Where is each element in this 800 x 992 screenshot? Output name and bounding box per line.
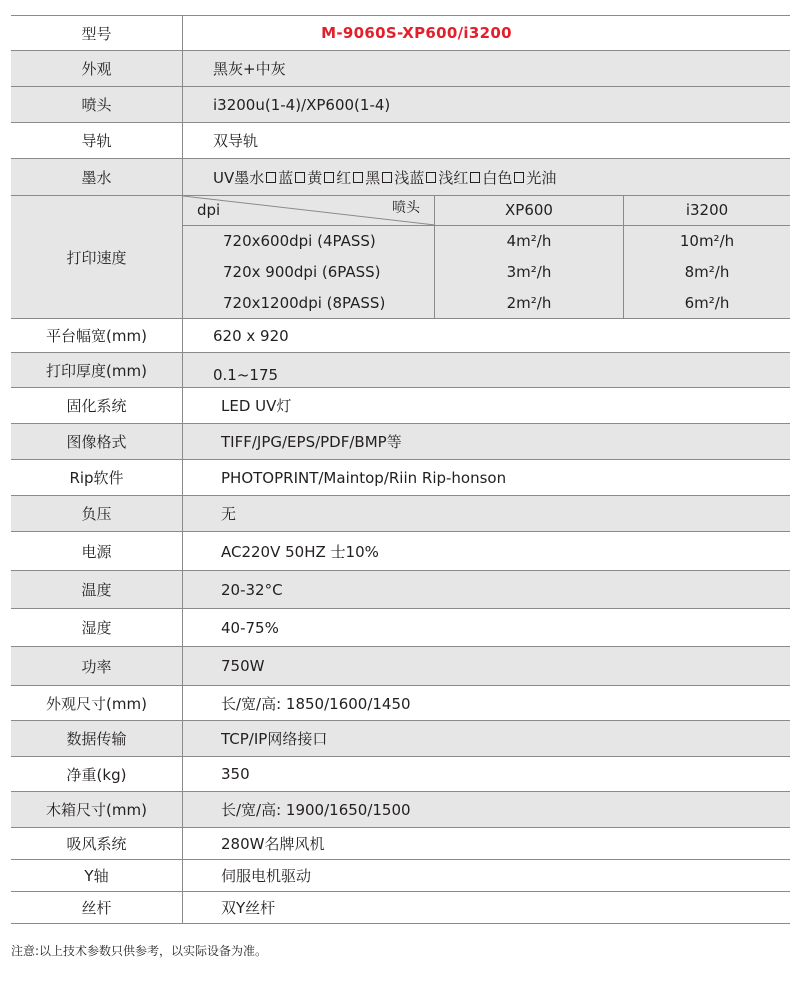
row-label: 湿度 xyxy=(11,609,183,646)
row-rail xyxy=(11,123,790,159)
speed-row xyxy=(183,257,790,288)
ink-option: 浅蓝 xyxy=(394,168,425,187)
row-label: 功率 xyxy=(11,647,183,685)
row-value: PHOTOPRINT/Maintop/Riin Rip-honson xyxy=(221,468,507,487)
row-humidity xyxy=(11,609,790,647)
footnote: 注意:以上技术参数只供参考，以实际设备为准。 xyxy=(11,944,268,958)
row-value: 双导轨 xyxy=(213,132,259,150)
row-label: 净重(kg) xyxy=(11,757,183,791)
row-label: 温度 xyxy=(11,571,183,608)
row-label: 数据传输 xyxy=(11,721,183,756)
ink-prefix: UV墨水 xyxy=(213,168,265,187)
speed-subtable xyxy=(183,196,790,318)
row-value: 0.1~175 xyxy=(213,366,279,384)
checkbox-icon xyxy=(426,172,436,183)
checkbox-icon xyxy=(266,172,276,183)
row-value: 620 x 920 xyxy=(213,326,289,345)
row-value: TIFF/JPG/EPS/PDF/BMP等 xyxy=(221,433,402,451)
row-value: 750W xyxy=(221,657,265,675)
row-value: 350 xyxy=(221,765,250,783)
ink-options xyxy=(183,159,790,195)
row-label: 木箱尺寸(mm) xyxy=(11,792,183,827)
speed-mode: 720x1200dpi (8PASS) xyxy=(183,287,435,318)
row-value: 长/宽/高: 1850/1600/1450 xyxy=(221,694,411,713)
speed-i3200: 8m²/h xyxy=(684,262,730,281)
row-value: 双Y丝杆 xyxy=(221,899,276,917)
row-printhead xyxy=(11,87,790,123)
row-label: 图像格式 xyxy=(11,424,183,459)
col-header-i3200: i3200 xyxy=(685,201,729,220)
speed-mode: 720x 900dpi (6PASS) xyxy=(183,257,435,288)
row-label: 负压 xyxy=(11,496,183,531)
checkbox-icon xyxy=(514,172,524,183)
row-label: 喷头 xyxy=(11,87,183,122)
checkbox-icon xyxy=(382,172,392,183)
corner-dpi: dpi xyxy=(197,201,221,219)
row-appearance xyxy=(11,51,790,87)
row-label: 型号 xyxy=(11,16,183,50)
speed-row xyxy=(183,226,790,257)
row-yaxis xyxy=(11,860,790,892)
speed-i3200: 6m²/h xyxy=(684,293,730,312)
row-curing xyxy=(11,388,790,424)
row-value: 280W名牌风机 xyxy=(221,835,325,853)
speed-mode: 720x600dpi (4PASS) xyxy=(183,226,435,257)
row-label: 墨水 xyxy=(11,159,183,195)
row-label: 打印厚度(mm) xyxy=(11,353,183,387)
row-format xyxy=(11,424,790,460)
speed-header xyxy=(183,196,790,226)
row-label: 吸风系统 xyxy=(11,828,183,859)
ink-option: 浅红 xyxy=(438,168,469,187)
speed-corner xyxy=(183,196,435,225)
row-rip xyxy=(11,460,790,496)
checkbox-icon xyxy=(353,172,363,183)
row-temperature xyxy=(11,571,790,609)
speed-xp600: 2m²/h xyxy=(435,287,624,318)
row-value: 伺服电机驱动 xyxy=(221,867,312,885)
row-screw xyxy=(11,892,790,924)
row-value: LED UV灯 xyxy=(221,397,292,415)
row-value: 40-75% xyxy=(221,618,279,637)
row-dimensions xyxy=(11,686,790,721)
row-label: 导轨 xyxy=(11,123,183,158)
speed-xp600: 4m²/h xyxy=(435,226,624,257)
ink-option: 红 xyxy=(336,168,352,187)
row-suction xyxy=(11,828,790,860)
row-label: 平台幅宽(mm) xyxy=(11,319,183,352)
ink-option: 光油 xyxy=(526,168,557,187)
row-value: AC220V 50HZ 士10% xyxy=(221,542,379,561)
row-value: 长/宽/高: 1900/1650/1500 xyxy=(221,801,411,819)
checkbox-icon xyxy=(324,172,334,183)
ink-option: 黄 xyxy=(307,168,323,187)
row-label: 丝杆 xyxy=(11,892,183,923)
row-label: 外观 xyxy=(11,51,183,86)
ink-option: 白色 xyxy=(482,168,513,187)
checkbox-icon xyxy=(295,172,305,183)
row-value: 无 xyxy=(221,505,237,523)
row-transfer xyxy=(11,721,790,757)
row-weight xyxy=(11,757,790,792)
row-label: Y轴 xyxy=(11,860,183,891)
row-platform xyxy=(11,319,790,353)
row-thickness xyxy=(11,353,790,388)
row-label: 固化系统 xyxy=(11,388,183,423)
row-power xyxy=(11,532,790,571)
row-value: 黑灰+中灰 xyxy=(213,60,286,78)
row-label: Rip软件 xyxy=(11,460,183,495)
row-print-speed xyxy=(11,196,790,319)
corner-head: 喷头 xyxy=(392,200,420,216)
row-wattage xyxy=(11,647,790,686)
speed-row xyxy=(183,287,790,318)
row-model xyxy=(11,16,790,51)
checkbox-icon xyxy=(470,172,480,183)
speed-i3200: 10m²/h xyxy=(679,232,735,251)
row-label: 外观尺寸(mm) xyxy=(11,686,183,720)
row-label: 打印速度 xyxy=(11,196,183,318)
row-label: 电源 xyxy=(11,532,183,570)
col-header-xp600: XP600 xyxy=(435,196,624,225)
row-value: i3200u(1-4)/XP600(1-4) xyxy=(213,95,391,114)
speed-xp600: 3m²/h xyxy=(435,257,624,288)
ink-option: 蓝 xyxy=(278,168,294,187)
row-ink xyxy=(11,159,790,196)
ink-option: 黑 xyxy=(365,168,381,187)
row-crate xyxy=(11,792,790,828)
row-value: 20-32°C xyxy=(221,580,283,599)
spec-table xyxy=(11,15,790,924)
row-value: TCP/IP网络接口 xyxy=(221,730,328,748)
row-vacuum xyxy=(11,496,790,532)
model-value: M-9060S-XP600/i3200 xyxy=(321,24,512,42)
